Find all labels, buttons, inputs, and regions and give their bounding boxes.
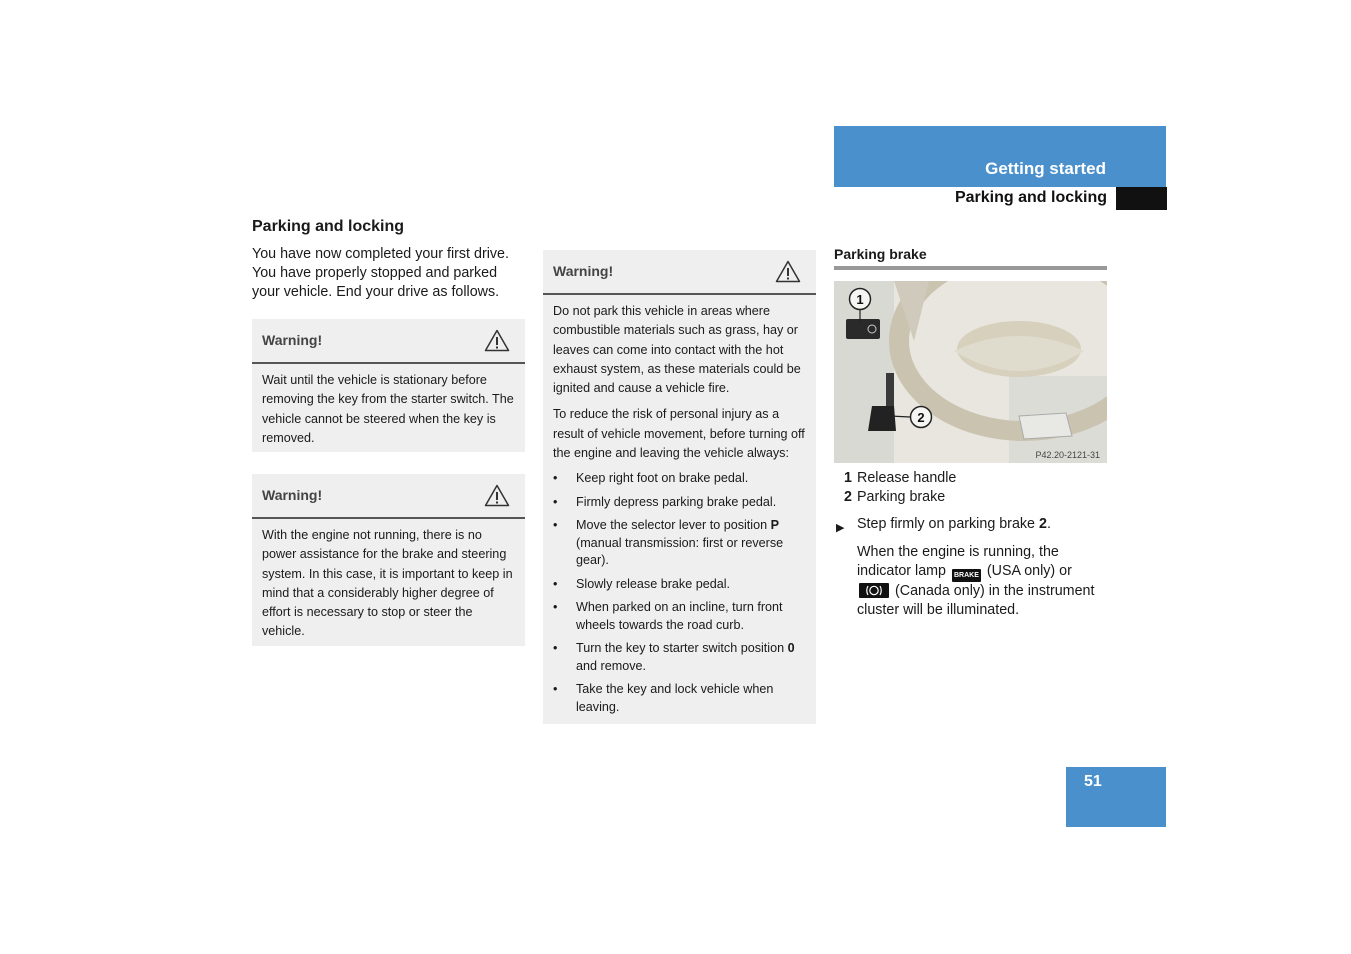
figure-code: P42.20-2121-31 [1035, 450, 1100, 460]
warning-header [252, 474, 525, 519]
parking-brake-figure [834, 281, 1107, 463]
figure-legend [834, 469, 956, 507]
intro-paragraph: You have now completed your first drive. You have properly stopped and parked your vehicle. End your drive as follows. [252, 246, 509, 300]
precaution-list [553, 470, 806, 716]
page-number-tab [1066, 767, 1166, 827]
list-item: • Firmly depress parking brake pedal. [553, 494, 806, 512]
list-item: • Take the key and lock vehicle when leaving. [553, 681, 806, 716]
warning-label: Warning! [262, 332, 323, 348]
callout-2: 2 [917, 410, 925, 425]
warning-box-parking [543, 250, 816, 724]
warning-text [543, 295, 816, 730]
warning-triangle-icon [484, 329, 510, 352]
chapter-tab [834, 126, 1166, 187]
instruction-step [834, 515, 1107, 629]
page-number: 51 [1084, 773, 1102, 790]
warning-header [252, 319, 525, 364]
subsection-title: Parking brake [834, 246, 927, 262]
warning-triangle-icon [775, 260, 801, 283]
list-item: • Move the selector lever to position P (manual transmission: first or reverse gear). [553, 517, 806, 570]
section-header: Parking and locking [954, 189, 1107, 206]
warning-label: Warning! [553, 263, 614, 279]
dashboard-illustration [834, 281, 1107, 463]
section-marker [1116, 187, 1167, 210]
list-item: • When parked on an incline, turn front wheels towards the road curb. [553, 599, 806, 634]
indicator-note: When the engine is running, the indicator lamp BRAKE (USA only) or (Canada only) in the instrument cluster will be illuminated. [857, 544, 1095, 618]
page-title: Parking and locking [252, 218, 405, 235]
callout-1: 1 [856, 292, 864, 307]
warning-box-engine [252, 474, 525, 646]
step-instruction: Step firmly on parking brake 2. [857, 516, 1051, 532]
warning-text: With the engine not running, there is no power assistance for the brake and steering system. In this case, it is important to keep in mind that a considerably higher degree of effort is necessary to stop or steer the vehicle. [262, 528, 513, 639]
subsection-rule [834, 266, 1107, 270]
brake-lamp-icon: BRAKE [952, 569, 981, 582]
legend-item: 1 Release handle [844, 470, 957, 486]
step-arrow-icon: ▶ [836, 522, 845, 534]
list-item: • Turn the key to starter switch position 0 and remove. [553, 640, 806, 675]
warning-triangle-icon [484, 484, 510, 507]
parking-brake-lamp-icon [859, 583, 889, 598]
warning-header [543, 250, 816, 295]
list-item: • Keep right foot on brake pedal. [553, 470, 806, 488]
warning-box-key [252, 319, 525, 452]
warning-text: Wait until the vehicle is stationary before removing the key from the starter switch. The vehicle cannot be steered when the key is removed. [262, 373, 514, 445]
warning-paragraph: Do not park this vehicle in areas where combustible materials such as grass, hay or leaves can come into contact with the hot exhaust system, as these materials could be ignited and cause a vehicle fire. [553, 304, 801, 396]
warning-paragraph: To reduce the risk of personal injury as a result of vehicle movement, before turning off the engine and leaving the vehicle always: [553, 407, 805, 461]
legend-item: 2 Parking brake [844, 489, 946, 505]
warning-label: Warning! [262, 487, 323, 503]
list-item: • Slowly release brake pedal. [553, 576, 806, 594]
chapter-title: Getting started [985, 159, 1106, 178]
